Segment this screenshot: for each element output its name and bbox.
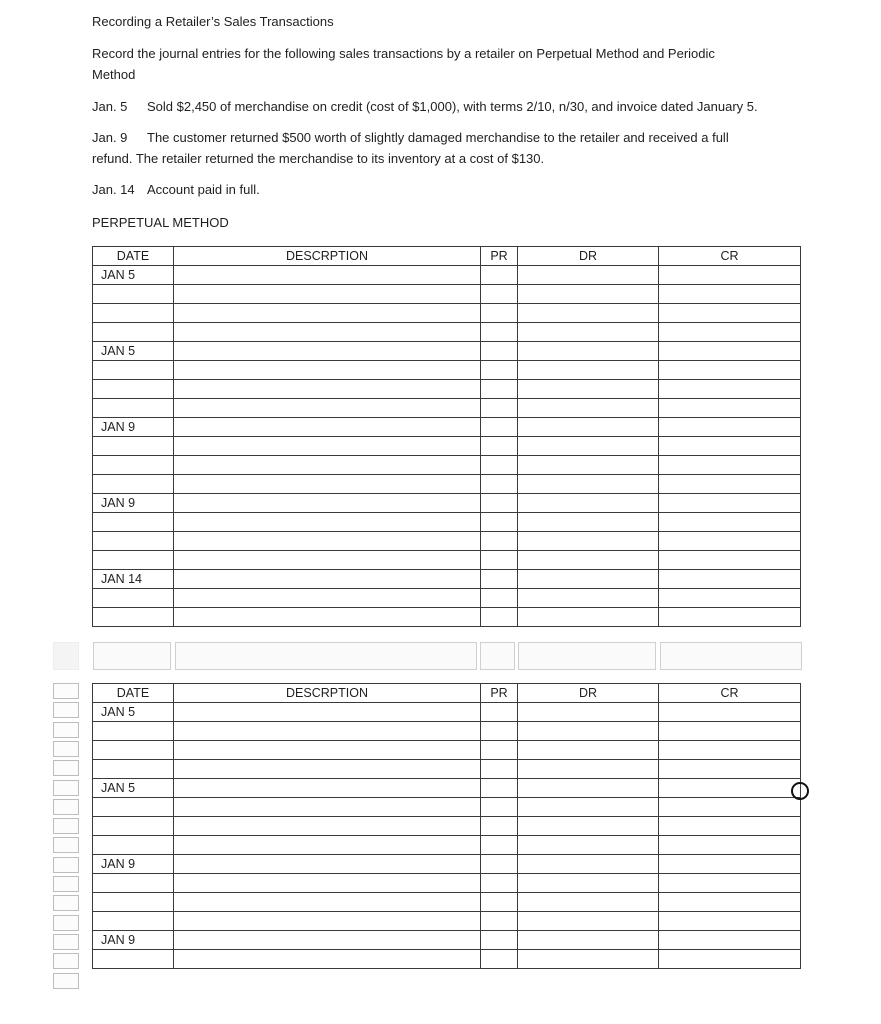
date-cell[interactable] <box>93 798 174 817</box>
pr-cell[interactable] <box>481 494 518 513</box>
pr-cell[interactable] <box>481 722 518 741</box>
pr-cell[interactable] <box>481 950 518 969</box>
date-cell[interactable] <box>93 893 174 912</box>
pr-cell[interactable] <box>481 266 518 285</box>
table-row <box>93 456 801 475</box>
cr-cell[interactable] <box>659 361 801 380</box>
tx-date-jan14: Jan. 14 <box>92 182 135 197</box>
cr-cell[interactable] <box>659 798 801 817</box>
row-selector-box[interactable] <box>53 741 79 757</box>
cr-cell[interactable] <box>659 323 801 342</box>
date-cell[interactable]: JAN 9 <box>93 494 174 513</box>
table-row <box>93 760 801 779</box>
cr-cell[interactable] <box>659 950 801 969</box>
ghost-cell <box>480 642 515 670</box>
ghost-cell <box>53 642 79 670</box>
pr-cell[interactable] <box>481 361 518 380</box>
date-cell[interactable] <box>93 874 174 893</box>
tx-text-jan9: The customer returned $500 worth of slightly damaged merchandise to the retailer and received a full <box>147 130 729 145</box>
description-cell[interactable] <box>174 741 481 760</box>
dr-cell[interactable] <box>518 475 659 494</box>
ghost-cell <box>93 642 171 670</box>
cr-cell[interactable] <box>659 703 801 722</box>
pr-cell[interactable] <box>481 912 518 931</box>
table-row <box>93 703 801 722</box>
description-cell[interactable] <box>174 551 481 570</box>
date-cell[interactable] <box>93 532 174 551</box>
date-cell[interactable]: JAN 9 <box>93 931 174 950</box>
row-selector-box[interactable] <box>53 895 79 911</box>
pr-cell[interactable] <box>481 570 518 589</box>
table-row <box>93 912 801 931</box>
date-cell[interactable]: JAN 5 <box>93 779 174 798</box>
cr-cell[interactable] <box>659 608 801 627</box>
date-cell[interactable] <box>93 722 174 741</box>
pr-cell[interactable] <box>481 779 518 798</box>
pr-cell[interactable] <box>481 874 518 893</box>
description-cell[interactable] <box>174 798 481 817</box>
col-date-header: DATE <box>93 247 174 266</box>
description-cell[interactable] <box>174 722 481 741</box>
dr-cell[interactable] <box>518 817 659 836</box>
dr-cell[interactable] <box>518 513 659 532</box>
cr-cell[interactable] <box>659 741 801 760</box>
col-cr-header: CR <box>659 684 801 703</box>
date-cell[interactable] <box>93 741 174 760</box>
table-row <box>93 532 801 551</box>
dr-cell[interactable] <box>518 855 659 874</box>
dr-cell[interactable] <box>518 931 659 950</box>
row-selector-box[interactable] <box>53 973 79 989</box>
table-row <box>93 836 801 855</box>
cr-cell[interactable] <box>659 931 801 950</box>
table-row <box>93 285 801 304</box>
cr-cell[interactable] <box>659 589 801 608</box>
dr-cell[interactable] <box>518 798 659 817</box>
row-selector-box[interactable] <box>53 934 79 950</box>
col-pr-header: PR <box>481 247 518 266</box>
col-description-header: DESCRPTION <box>174 684 481 703</box>
date-cell[interactable] <box>93 399 174 418</box>
description-cell[interactable] <box>174 570 481 589</box>
cr-cell[interactable] <box>659 532 801 551</box>
description-cell[interactable] <box>174 285 481 304</box>
ghost-cell <box>518 642 656 670</box>
table-row <box>93 266 801 285</box>
row-selector-box[interactable] <box>53 799 79 815</box>
table-row <box>93 931 801 950</box>
page-title: Recording a Retailer’s Sales Transactions <box>92 14 334 29</box>
table-header-row <box>93 247 801 266</box>
date-cell[interactable] <box>93 912 174 931</box>
date-cell[interactable]: JAN 5 <box>93 266 174 285</box>
dr-cell[interactable] <box>518 380 659 399</box>
cr-cell[interactable] <box>659 380 801 399</box>
description-cell[interactable] <box>174 513 481 532</box>
dr-cell[interactable] <box>518 874 659 893</box>
date-cell[interactable]: JAN 9 <box>93 855 174 874</box>
pr-cell[interactable] <box>481 836 518 855</box>
cr-cell[interactable] <box>659 722 801 741</box>
date-cell[interactable] <box>93 950 174 969</box>
cr-cell[interactable] <box>659 304 801 323</box>
description-cell[interactable] <box>174 361 481 380</box>
dr-cell[interactable] <box>518 342 659 361</box>
date-cell[interactable] <box>93 760 174 779</box>
table-row <box>93 608 801 627</box>
cr-cell[interactable] <box>659 494 801 513</box>
description-cell[interactable] <box>174 703 481 722</box>
dr-cell[interactable] <box>518 836 659 855</box>
row-selector-box[interactable] <box>53 818 79 834</box>
pr-cell[interactable] <box>481 304 518 323</box>
row-selector-box[interactable] <box>53 780 79 796</box>
description-cell[interactable] <box>174 855 481 874</box>
cr-cell[interactable] <box>659 817 801 836</box>
date-cell[interactable] <box>93 323 174 342</box>
dr-cell[interactable] <box>518 589 659 608</box>
date-cell[interactable] <box>93 551 174 570</box>
description-cell[interactable] <box>174 475 481 494</box>
cr-cell[interactable] <box>659 475 801 494</box>
date-cell[interactable] <box>93 285 174 304</box>
pr-cell[interactable] <box>481 798 518 817</box>
description-cell[interactable] <box>174 380 481 399</box>
description-cell[interactable] <box>174 589 481 608</box>
cr-cell[interactable] <box>659 836 801 855</box>
table-row <box>93 551 801 570</box>
row-selector-box[interactable] <box>53 702 79 718</box>
row-selector-box[interactable] <box>53 953 79 969</box>
date-cell[interactable] <box>93 817 174 836</box>
tx-text-jan5: Sold $2,450 of merchandise on credit (cost of $1,000), with terms 2/10, n/30, and invoice dated January 5. <box>147 99 758 114</box>
dr-cell[interactable] <box>518 304 659 323</box>
table-row <box>93 722 801 741</box>
table-row <box>93 399 801 418</box>
table-row <box>93 513 801 532</box>
table-row <box>93 741 801 760</box>
table-row <box>93 589 801 608</box>
date-cell[interactable]: JAN 5 <box>93 342 174 361</box>
dr-cell[interactable] <box>518 399 659 418</box>
description-cell[interactable] <box>174 399 481 418</box>
date-cell[interactable] <box>93 437 174 456</box>
dr-cell[interactable] <box>518 285 659 304</box>
dr-cell[interactable] <box>518 437 659 456</box>
description-cell[interactable] <box>174 912 481 931</box>
date-cell[interactable] <box>93 361 174 380</box>
pr-cell[interactable] <box>481 532 518 551</box>
col-pr-header: PR <box>481 684 518 703</box>
table-row <box>93 323 801 342</box>
table-row <box>93 361 801 380</box>
pr-cell[interactable] <box>481 893 518 912</box>
date-cell[interactable] <box>93 456 174 475</box>
row-selector-box[interactable] <box>53 876 79 892</box>
date-cell[interactable] <box>93 475 174 494</box>
table-row <box>93 570 801 589</box>
perpetual-journal-table <box>92 246 801 627</box>
pr-cell[interactable] <box>481 475 518 494</box>
cr-cell[interactable] <box>659 760 801 779</box>
dr-cell[interactable] <box>518 456 659 475</box>
description-cell[interactable] <box>174 456 481 475</box>
col-date-header: DATE <box>93 684 174 703</box>
description-cell[interactable] <box>174 323 481 342</box>
periodic-journal-table <box>92 683 801 969</box>
table-row <box>93 874 801 893</box>
tx-date-jan5: Jan. 5 <box>92 99 128 114</box>
row-selector-box[interactable] <box>53 857 79 873</box>
description-cell[interactable] <box>174 437 481 456</box>
tx-date-jan9: Jan. 9 <box>92 130 128 145</box>
col-cr-header: CR <box>659 247 801 266</box>
pr-cell[interactable] <box>481 437 518 456</box>
cr-cell[interactable] <box>659 855 801 874</box>
table-row <box>93 380 801 399</box>
cursor-circle-icon <box>791 782 809 800</box>
date-cell[interactable]: JAN 14 <box>93 570 174 589</box>
table-row <box>93 304 801 323</box>
table-header-row <box>93 684 801 703</box>
dr-cell[interactable] <box>518 703 659 722</box>
date-cell[interactable] <box>93 380 174 399</box>
pr-cell[interactable] <box>481 342 518 361</box>
tx-text-jan9-cont: refund. The retailer returned the merchandise to its inventory at a cost of $130. <box>92 151 545 166</box>
pr-cell[interactable] <box>481 323 518 342</box>
dr-cell[interactable] <box>518 779 659 798</box>
table-row <box>93 342 801 361</box>
date-cell[interactable] <box>93 608 174 627</box>
pr-cell[interactable] <box>481 551 518 570</box>
pr-cell[interactable] <box>481 285 518 304</box>
date-cell[interactable] <box>93 589 174 608</box>
description-cell[interactable] <box>174 950 481 969</box>
cr-cell[interactable] <box>659 874 801 893</box>
dr-cell[interactable] <box>518 722 659 741</box>
cr-cell[interactable] <box>659 266 801 285</box>
pr-cell[interactable] <box>481 931 518 950</box>
table-row <box>93 798 801 817</box>
cr-cell[interactable] <box>659 912 801 931</box>
cr-cell[interactable] <box>659 437 801 456</box>
date-cell[interactable]: JAN 5 <box>93 703 174 722</box>
col-dr-header: DR <box>518 247 659 266</box>
cr-cell[interactable] <box>659 893 801 912</box>
table-row <box>93 855 801 874</box>
date-cell[interactable] <box>93 304 174 323</box>
description-cell[interactable] <box>174 931 481 950</box>
description-cell[interactable] <box>174 494 481 513</box>
tx-text-jan14: Account paid in full. <box>147 182 260 197</box>
dr-cell[interactable] <box>518 494 659 513</box>
table-row <box>93 950 801 969</box>
dr-cell[interactable] <box>518 361 659 380</box>
dr-cell[interactable] <box>518 741 659 760</box>
dr-cell[interactable] <box>518 551 659 570</box>
dr-cell[interactable] <box>518 893 659 912</box>
row-selector-box[interactable] <box>53 722 79 738</box>
cr-cell[interactable] <box>659 779 801 798</box>
dr-cell[interactable] <box>518 760 659 779</box>
date-cell[interactable]: JAN 9 <box>93 418 174 437</box>
table-row <box>93 418 801 437</box>
table-row <box>93 494 801 513</box>
cr-cell[interactable] <box>659 456 801 475</box>
date-cell[interactable] <box>93 513 174 532</box>
dr-cell[interactable] <box>518 532 659 551</box>
cr-cell[interactable] <box>659 513 801 532</box>
row-selector-box[interactable] <box>53 915 79 931</box>
col-dr-header: DR <box>518 684 659 703</box>
ghost-cell <box>660 642 802 670</box>
pr-cell[interactable] <box>481 589 518 608</box>
pr-cell[interactable] <box>481 817 518 836</box>
pr-cell[interactable] <box>481 608 518 627</box>
cr-cell[interactable] <box>659 418 801 437</box>
description-cell[interactable] <box>174 418 481 437</box>
dr-cell[interactable] <box>518 950 659 969</box>
pr-cell[interactable] <box>481 855 518 874</box>
instruction-line-1: Record the journal entries for the following sales transactions by a retailer on Perpetual Method and Periodic <box>92 46 715 61</box>
row-selector-box[interactable] <box>53 837 79 853</box>
dr-cell[interactable] <box>518 608 659 627</box>
cr-cell[interactable] <box>659 399 801 418</box>
pr-cell[interactable] <box>481 760 518 779</box>
pr-cell[interactable] <box>481 703 518 722</box>
table-row <box>93 893 801 912</box>
cr-cell[interactable] <box>659 342 801 361</box>
description-cell[interactable] <box>174 760 481 779</box>
description-cell[interactable] <box>174 304 481 323</box>
table-row <box>93 437 801 456</box>
description-cell[interactable] <box>174 893 481 912</box>
dr-cell[interactable] <box>518 570 659 589</box>
description-cell[interactable] <box>174 836 481 855</box>
ghost-cell <box>175 642 477 670</box>
date-cell[interactable] <box>93 836 174 855</box>
description-cell[interactable] <box>174 817 481 836</box>
description-cell[interactable] <box>174 874 481 893</box>
pr-cell[interactable] <box>481 418 518 437</box>
cr-cell[interactable] <box>659 551 801 570</box>
pr-cell[interactable] <box>481 399 518 418</box>
dr-cell[interactable] <box>518 323 659 342</box>
row-selector-box[interactable] <box>53 760 79 776</box>
description-cell[interactable] <box>174 779 481 798</box>
col-description-header: DESCRPTION <box>174 247 481 266</box>
dr-cell[interactable] <box>518 418 659 437</box>
section-label: PERPETUAL METHOD <box>92 215 229 230</box>
cr-cell[interactable] <box>659 285 801 304</box>
table-row <box>93 475 801 494</box>
pr-cell[interactable] <box>481 456 518 475</box>
description-cell[interactable] <box>174 608 481 627</box>
dr-cell[interactable] <box>518 266 659 285</box>
table-row <box>93 817 801 836</box>
pr-cell[interactable] <box>481 513 518 532</box>
pr-cell[interactable] <box>481 380 518 399</box>
table-row <box>93 779 801 798</box>
cr-cell[interactable] <box>659 570 801 589</box>
pr-cell[interactable] <box>481 741 518 760</box>
instruction-line-2: Method <box>92 67 136 82</box>
description-cell[interactable] <box>174 342 481 361</box>
description-cell[interactable] <box>174 266 481 285</box>
description-cell[interactable] <box>174 532 481 551</box>
row-selector-box[interactable] <box>53 683 79 699</box>
dr-cell[interactable] <box>518 912 659 931</box>
